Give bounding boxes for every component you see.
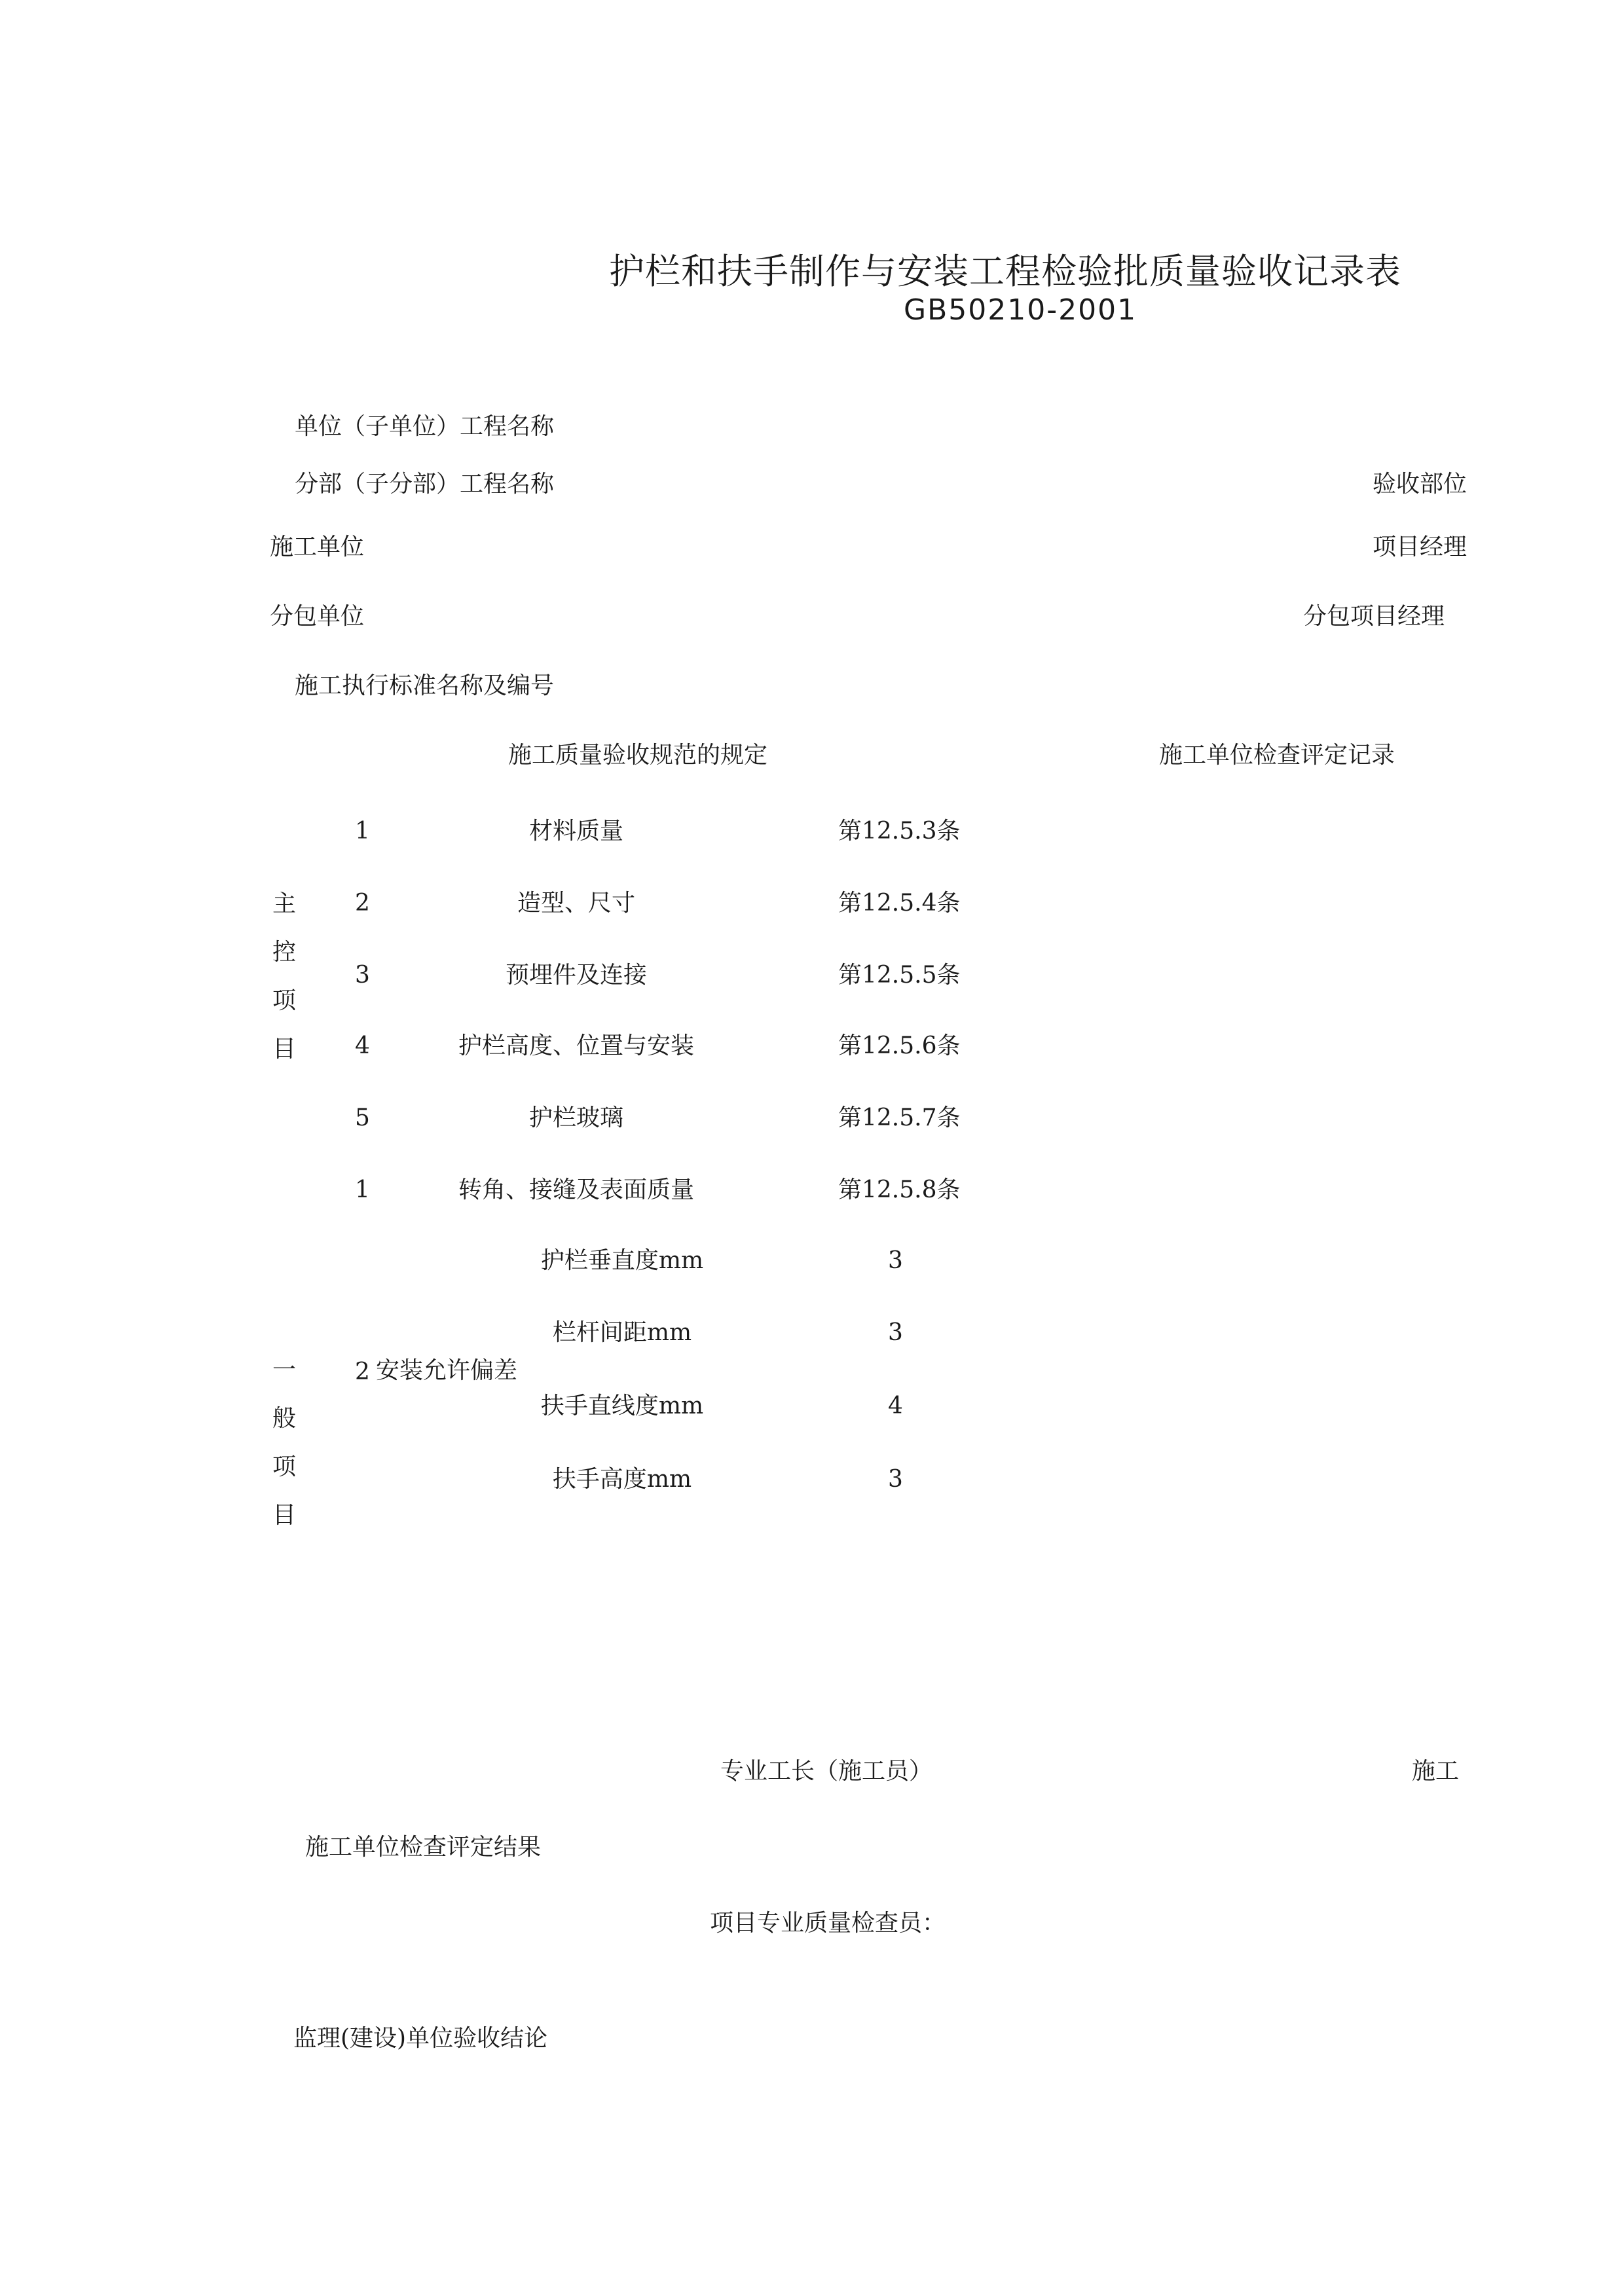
tolerance-row-1-value: 3 [888,1247,903,1274]
main-item-3-no: 3 [355,962,370,989]
sub-project-name-label: 分部（子分部）工程名称 [295,471,555,498]
tolerance-row-3-name: 扶手直线度mm [540,1393,704,1419]
tolerance-row-4-name: 扶手高度mm [552,1466,692,1493]
main-item-4-clause: 第12.5.6条 [838,1032,961,1059]
acceptance-part-label: 验收部位 [1373,471,1467,498]
general-item-2-no: 2 [355,1358,370,1385]
main-item-2-clause: 第12.5.4条 [838,890,961,917]
main-item-3-name: 预埋件及连接 [505,962,648,989]
main-item-1-name: 材料质量 [528,818,624,845]
main-item-5-name: 护栏玻璃 [528,1104,624,1131]
general-group-label: 一般项目 [272,1357,296,1529]
general-item-2-name: 安装允许偏差 [376,1357,518,1384]
result-label: 施工单位检查评定结果 [305,1834,542,1861]
main-item-5-no: 5 [355,1104,370,1131]
main-item-2-no: 2 [355,890,370,917]
general-item-1-no: 1 [355,1176,370,1203]
tolerance-row-1-name: 护栏垂直度mm [540,1247,704,1274]
tolerance-row-2-value: 3 [888,1319,903,1346]
main-item-2-name: 造型、尺寸 [517,890,636,917]
record-column-header: 施工单位检查评定记录 [1159,742,1395,769]
tolerance-row-4-value: 3 [888,1466,903,1493]
subcontract-unit-label: 分包单位 [270,603,365,630]
general-item-2-name-cell [376,1357,518,1385]
standard-code: GB50210-2001 [904,293,1137,327]
standard-name-label: 施工执行标准名称及编号 [295,672,555,699]
construction-unit-label: 施工单位 [270,534,365,560]
inspector-label: 项目专业质量检查员： [710,1910,946,1937]
main-item-4-name: 护栏高度、位置与安装 [458,1032,695,1059]
main-item-1-clause: 第12.5.3条 [838,818,961,845]
spec-column-header: 施工质量验收规范的规定 [508,742,768,769]
tolerance-row-2-name: 栏杆间距mm [552,1319,692,1346]
main-item-4-no: 4 [355,1032,370,1059]
construction-label: 施工 [1412,1758,1460,1785]
unit-project-name-label: 单位（子单位）工程名称 [295,413,555,440]
general-item-1-clause: 第12.5.8条 [838,1176,961,1203]
main-item-1-no: 1 [355,818,370,845]
document-title: 护栏和扶手制作与安装工程检验批质量验收记录表 [609,251,1401,292]
main-item-3-clause: 第12.5.5条 [838,962,961,989]
project-manager-label: 项目经理 [1373,534,1467,560]
supervision-label: 监理(建设)单位验收结论 [293,2025,548,2052]
main-control-group-label: 主控项目 [272,890,296,1063]
tolerance-row-3-value: 4 [888,1393,903,1419]
subcontract-manager-label: 分包项目经理 [1303,603,1445,630]
general-item-1-name: 转角、接缝及表面质量 [458,1176,695,1203]
foreman-label: 专业工长（施工员） [720,1758,933,1785]
supervision-label-cell [293,2025,621,2052]
main-item-5-clause: 第12.5.7条 [838,1104,961,1131]
